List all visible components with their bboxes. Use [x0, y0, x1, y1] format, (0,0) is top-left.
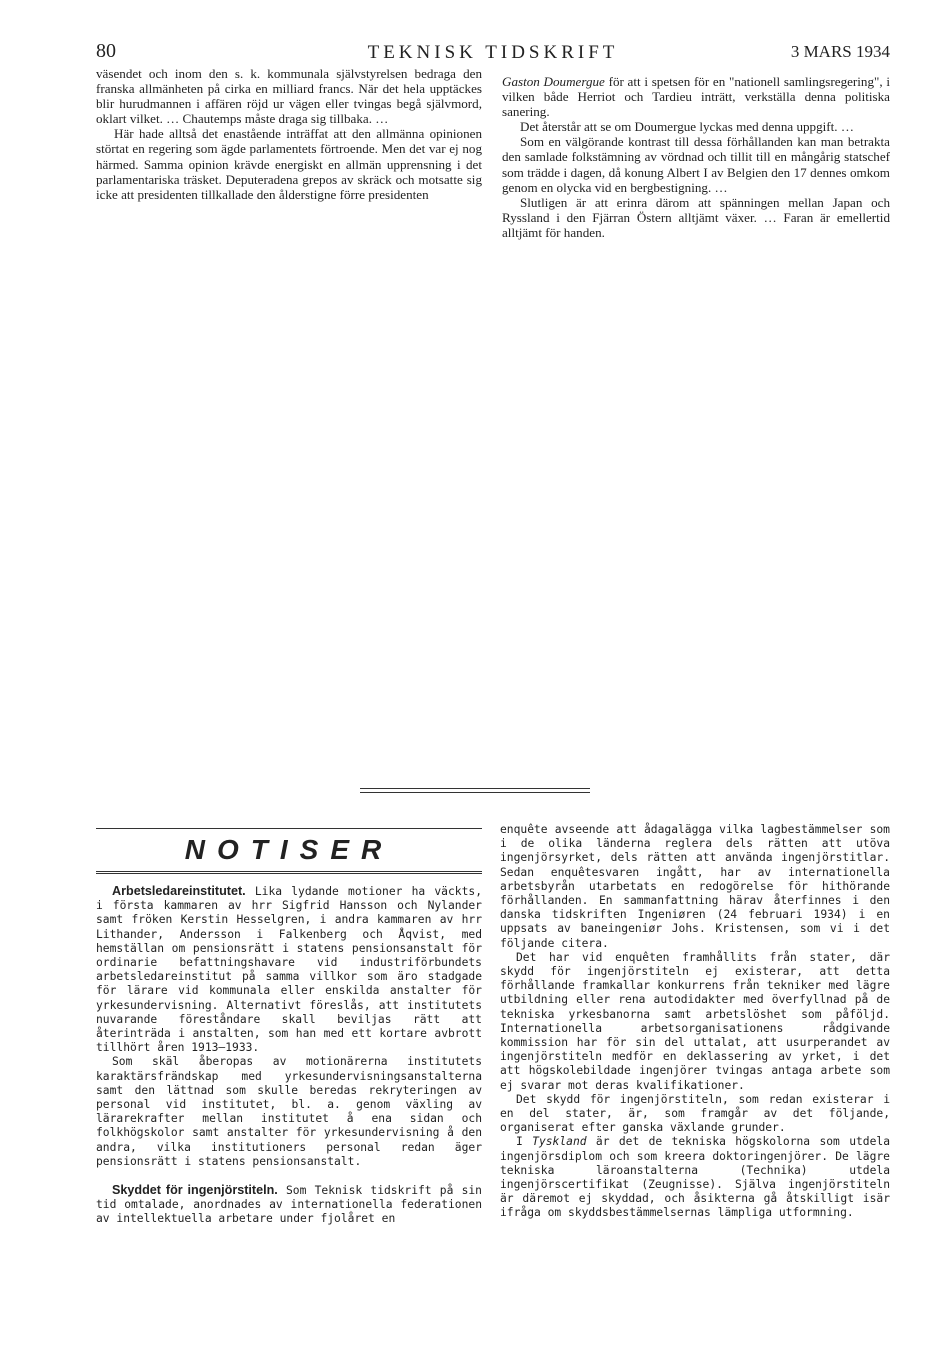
article-paragraph: väsendet och inom den s. k. kommunala självstyrelsen bedraga den franska allmänheten på cirka en milliard francs. När det hela upptäckes blir hurudmannen i affären röjd ur vägen eller tvingas begå självmord, oklart vilket. … Chautemps måste draga sig tillbaka. … [96, 66, 482, 127]
notice-paragraph: Det skydd för ingenjörstiteln, som redan existerar i en del stater, är, som framgår av det följande, organiserat efter ganska växlande grunder. [500, 1092, 890, 1135]
article-column-right [502, 74, 890, 240]
notice-text: I [516, 1135, 533, 1149]
notice-paragraph [500, 1135, 890, 1220]
section-divider [360, 792, 590, 793]
notice-text: Lika lydande motioner ha väckts, i första kammaren av hrr Sigfrid Hansson och Nylander samt fröken Kerstin Hesselgren, i andra kammaren av hrr Lithander, Andersson i Falkenberg och Åqvist, med hemställan om pensionsrätt i statens pensionsanstalt för ordinarie befattningshavare vid industriförbundets arbetsledareinstitut på samma villkor som äro stadgade för lärare vid kommunala eller enskilda anstalter för yrkesundervisning. Alternativt föreslås, att institutets nuvarande föreståndare skall beviljas rätt att återinträda i anstalten, som han med ett kortare avbrott tillhört åren 1913—1933. [96, 885, 482, 1055]
notice-title: Skyddet för ingenjörstiteln. [112, 1183, 278, 1198]
notice-text: är det de tekniska högskolorna som utdela ingenjörsdiplom och som kreera doktoringenjörer. De lägre tekniska läroanstalterna (Technika) utdela ingenjörscertifikat (Zeugnisse). Själva ingenjörstiteln är däremot ej skyddad, och åsikterna gå åtskilligt isär ifråga om skyddsbestämmelsernas lämpliga utformning. [500, 1135, 891, 1220]
notice-paragraph [96, 1183, 482, 1227]
article-paragraph [502, 74, 890, 119]
country-name: Tyskland [532, 1135, 587, 1149]
notice-text: Som Teknisk tidskrift på sin tid omtalade, anordnades av internationella federationen av intellektuella arbetare under fjolåret en [96, 1184, 482, 1226]
notice-title: Arbetsledareinstitutet. [112, 884, 246, 898]
notiser-column-left [96, 884, 482, 1227]
paragraph-text: för att i spetsen för en "nationell samlingsregering", i vilken både Herriot och Tardieu inträtt, verkställa denna politiska sanering. [502, 74, 890, 120]
issue-date: 3 MARS 1934 [790, 42, 890, 61]
section-divider [360, 788, 590, 789]
heading-rule-bottom [96, 871, 482, 874]
notice-paragraph: enquête avseende att ådagalägga vilka lagbestämmelser som i de olika länderna reglera dels rätten att utöva ingenjörsyrket, dels rätten att använda ingenjörstitlar. Sedan enquêtesvaren ingått, har av internationella arbetsbyrån utarbetats en redogörelse för hithörande förhållanden. En sammanfattning härav återfinnes i den danska tidskriften Ingeniøren (24 februari 1934) i en uppsats av baneingeniør Johs. Kristensen, som vi i det följande citera. [500, 823, 890, 950]
article-paragraph: Det återstår att se om Doumergue lyckas med denna uppgift. … [520, 119, 854, 135]
spacer [96, 1169, 482, 1183]
journal-title: TEKNISK TIDSKRIFT [367, 42, 619, 63]
page-number: 80 [96, 40, 116, 62]
heading-rule-top [96, 828, 482, 829]
article-paragraph: Här hade alltså det enastående inträffat att den allmänna opinionen störtat en regering som ägde parlamentets förtroende. Men det var ej nog härmed. Samma opinion krävde energiskt en allmän upprensning i det parlamentariska träsket. Deputeradena grepos av skräck och motsatte sig icke att presidenten tillkallade den ålderstigne förre presidenten [96, 126, 482, 202]
notiser-column-right [500, 823, 890, 1221]
article-paragraph: Slutligen är att erinra därom att spänningen mellan Japan och Ryssland i den Fjärran Östern alltjämt växer. … Faran är emellertid alltjämt för handen. [502, 194, 890, 240]
notiser-heading-box [96, 822, 482, 874]
article-paragraph: Som en välgörande kontrast till dessa förhållanden kan man betrakta den samlade folkstämning av vördnad och tillit till en mångårig statschef som trädde i dagen, då konung Albert I av Belgien den 17 dennes omkom genom en olycka vid en bergbestigning. … [502, 134, 890, 195]
notice-paragraph: Som skäl åberopas av motionärerna institutets karaktärsfrändskap med yrkesundervisningsanstalterna samt den lättnad som skulle beredas rekryteringen av personal vid institutet, bl. a. genom växling av lärarekrafter mellan institutet å ena sidan och folkhögskolor samt anstalter för yrkesundervisning å den andra, vilka institutioners personal redan äger pensionsrätt i statens pensionsanstalt. [96, 1055, 482, 1168]
notice-paragraph: Det har vid enquêten framhållits från stater, där skydd för ingenjörstiteln ej existerar, att detta förhållande framkallar konkurrens från tekniker med lägre utbildning eller rena autodidakter med överfyllnad på de tekniska yrkesbanorna samt arbetslöshet som påföljd. Internationella arbetsorganisationens rådgivande kommission har för sin del uttalat, att usurperandet av ingenjörstiteln medför en deklassering av yrket, i det att högskolebildade ingenjörer tvingas antaga arbete som ej svarar mot deras kvalifikationer. [500, 950, 890, 1092]
notice-paragraph [96, 884, 482, 1055]
section-title: NOTISER [184, 834, 394, 865]
article-column-left [96, 66, 482, 202]
person-name: Gaston Doumergue [502, 74, 605, 89]
